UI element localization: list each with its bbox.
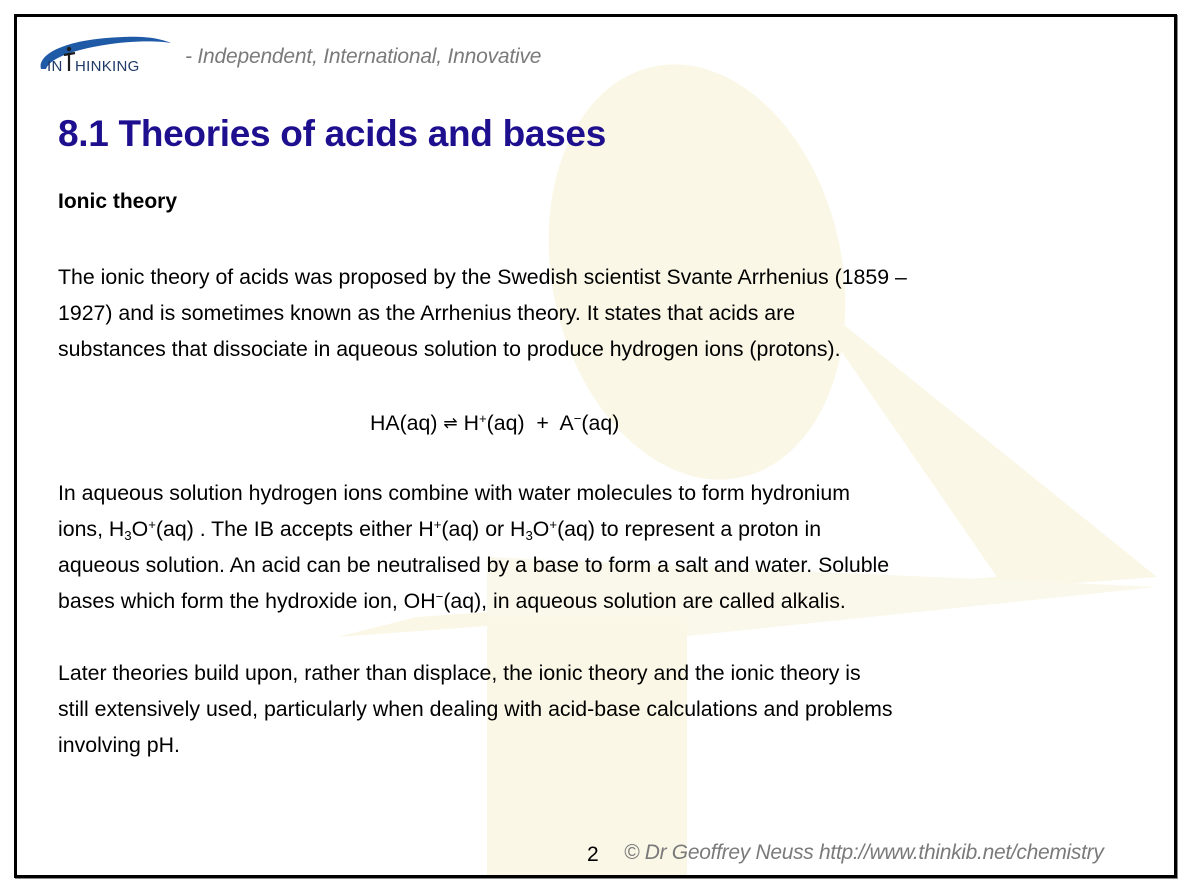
eq-product-a: A <box>559 411 574 435</box>
superscript: − <box>435 588 444 604</box>
text-run: (aq) to represent a proton in <box>557 517 822 541</box>
text-run: O <box>131 517 149 541</box>
paragraph-hydronium <box>58 475 1148 619</box>
text-line: substances that dissociate in aqueous solution to produce hydrogen ions (protons). <box>58 337 841 361</box>
logo-swoosh-icon <box>33 25 173 75</box>
equilibrium-arrow-icon: ⇌ <box>443 413 458 433</box>
text-run: bases which form the hydroxide ion, OH <box>58 589 436 613</box>
text-run: ions, H <box>58 517 125 541</box>
eq-state: (aq) <box>486 411 525 435</box>
text-run: (aq) or H <box>441 517 526 541</box>
slide <box>14 14 1177 878</box>
eq-charge: − <box>573 410 582 426</box>
paragraph-later-theories <box>58 655 1148 763</box>
text-line: involving pH. <box>58 733 180 757</box>
tagline: - Independent, International, Innovative <box>185 45 542 68</box>
page-number: 2 <box>587 843 599 866</box>
text-run: O <box>532 517 550 541</box>
superscript: + <box>549 516 558 532</box>
superscript: + <box>148 516 156 532</box>
eq-reactant: HA(aq) <box>370 411 438 435</box>
copyright-footer: © Dr Geoffrey Neuss http://www.thinkib.net/chemistry <box>624 841 1104 864</box>
section-heading: Ionic theory <box>58 190 178 213</box>
text-line: still extensively used, particularly when dealing with acid-base calculations and problems <box>58 697 893 721</box>
svg-text:IN: IN <box>47 58 63 75</box>
paragraph-arrhenius <box>58 259 1148 367</box>
eq-charge: + <box>478 410 487 426</box>
superscript: + <box>433 516 442 532</box>
text-run: (aq) . The IB accepts either H <box>155 517 434 541</box>
text-line: aqueous solution. An acid can be neutralised by a base to form a salt and water. Soluble <box>58 553 890 577</box>
eq-product-h: H <box>463 411 479 435</box>
text-line: The ionic theory of acids was proposed by the Swedish scientist Svante Arrhenius (1859 – <box>58 265 907 289</box>
text-line: In aqueous solution hydrogen ions combine with water molecules to form hydronium <box>58 481 850 505</box>
svg-text:HINKING: HINKING <box>75 58 140 75</box>
subscript: 3 <box>124 527 132 543</box>
text-line: Later theories build upon, rather than displace, the ionic theory and the ionic theory is <box>58 661 861 685</box>
inthinking-logo <box>33 25 173 75</box>
text-line <box>58 511 1148 547</box>
page-title: 8.1 Theories of acids and bases <box>58 113 606 154</box>
text-line: 1927) and is sometimes known as the Arrhenius theory. It states that acids are <box>58 301 796 325</box>
eq-plus: + <box>536 411 549 435</box>
text-line <box>58 583 1148 619</box>
subscript: 3 <box>525 527 533 543</box>
text-run: (aq), in aqueous solution are called alkalis. <box>443 589 846 613</box>
eq-state: (aq) <box>581 411 620 435</box>
dissociation-equation <box>370 405 619 441</box>
